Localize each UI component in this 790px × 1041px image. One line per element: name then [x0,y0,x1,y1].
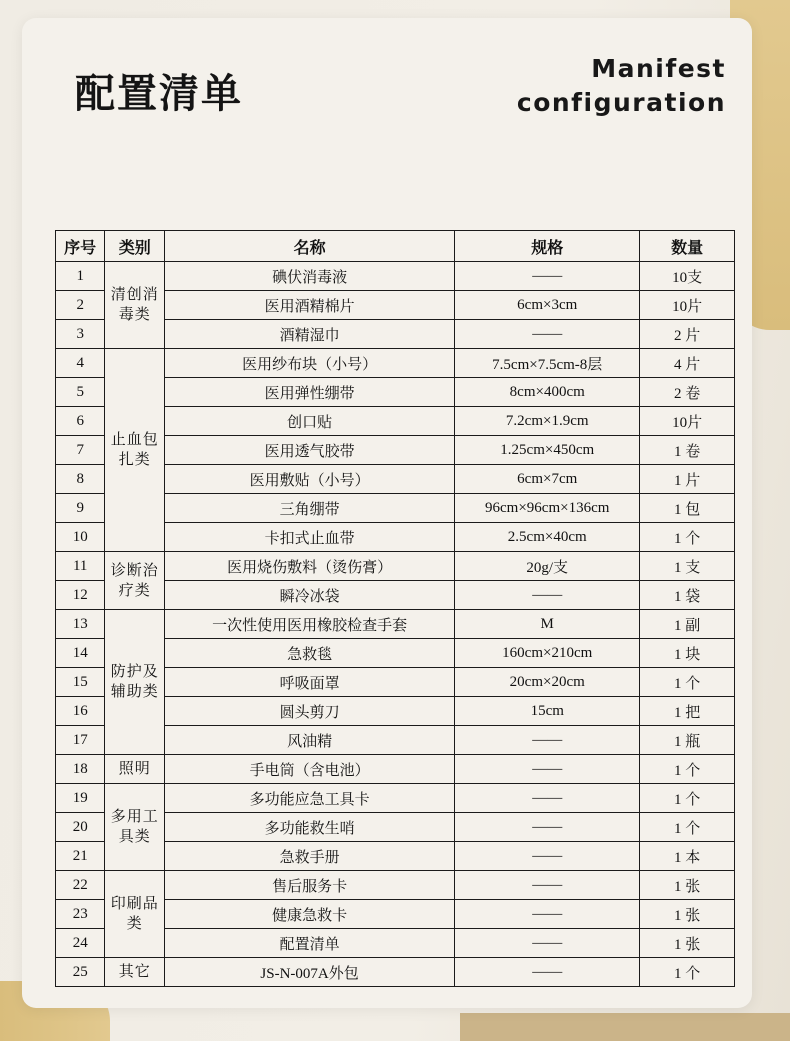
cell-name: 卡扣式止血带 [165,523,455,552]
cell-spec: —— [455,581,640,610]
cell-spec: —— [455,320,640,349]
cell-spec: 6cm×7cm [455,465,640,494]
cell-no: 18 [56,755,105,784]
cell-qty: 1 片 [640,465,735,494]
cell-spec: —— [455,813,640,842]
cell-name: 售后服务卡 [165,871,455,900]
page-title: 配置清单 [75,72,243,116]
cell-spec: —— [455,929,640,958]
cell-category: 诊断治疗类 [105,552,165,610]
cell-qty: 1 卷 [640,436,735,465]
cell-name: 圆头剪刀 [165,697,455,726]
cell-category: 照明 [105,755,165,784]
cell-spec: 96cm×96cm×136cm [455,494,640,523]
cell-qty: 1 个 [640,668,735,697]
cell-name: 呼吸面罩 [165,668,455,697]
column-header-name: 名称 [165,231,455,262]
cell-qty: 1 张 [640,871,735,900]
cell-no: 13 [56,610,105,639]
cell-qty: 2 卷 [640,378,735,407]
cell-no: 3 [56,320,105,349]
cell-no: 14 [56,639,105,668]
cell-name: 医用酒精棉片 [165,291,455,320]
cell-spec: 160cm×210cm [455,639,640,668]
cell-name: 医用透气胶带 [165,436,455,465]
cell-no: 19 [56,784,105,813]
cell-category: 其它 [105,958,165,987]
cell-qty: 1 把 [640,697,735,726]
cell-spec: 8cm×400cm [455,378,640,407]
cell-name: 医用敷贴（小号） [165,465,455,494]
cell-qty: 1 瓶 [640,726,735,755]
cell-qty: 4 片 [640,349,735,378]
table-row [56,784,735,813]
table-row [56,871,735,900]
cell-category: 防护及辅助类 [105,610,165,755]
cell-spec: 15cm [455,697,640,726]
cell-category: 清创消毒类 [105,262,165,349]
cell-spec: 6cm×3cm [455,291,640,320]
cell-spec: 7.2cm×1.9cm [455,407,640,436]
table-row [56,552,735,581]
cell-qty: 10片 [640,291,735,320]
cell-no: 1 [56,262,105,291]
table-row [56,610,735,639]
cell-name: 医用弹性绷带 [165,378,455,407]
cell-qty: 1 包 [640,494,735,523]
cell-name: 碘伏消毒液 [165,262,455,291]
cell-name: 健康急救卡 [165,900,455,929]
cell-qty: 1 个 [640,958,735,987]
cell-no: 9 [56,494,105,523]
cell-spec: 1.25cm×450cm [455,436,640,465]
cell-qty: 1 袋 [640,581,735,610]
cell-no: 2 [56,291,105,320]
cell-no: 5 [56,378,105,407]
cell-spec: 2.5cm×40cm [455,523,640,552]
cell-name: 急救手册 [165,842,455,871]
cell-qty: 1 个 [640,523,735,552]
cell-name: 医用烧伤敷料（烫伤膏） [165,552,455,581]
cell-spec: 20cm×20cm [455,668,640,697]
cell-name: 风油精 [165,726,455,755]
cell-qty: 1 个 [640,813,735,842]
cell-category: 多用工具类 [105,784,165,871]
cell-spec: M [455,610,640,639]
cell-name: 多功能应急工具卡 [165,784,455,813]
decor-corner-bottom-right [460,1013,790,1041]
cell-qty: 2 片 [640,320,735,349]
cell-no: 11 [56,552,105,581]
cell-qty: 1 支 [640,552,735,581]
cell-name: 创口贴 [165,407,455,436]
cell-no: 17 [56,726,105,755]
cell-no: 24 [56,929,105,958]
cell-spec: 7.5cm×7.5cm-8层 [455,349,640,378]
cell-spec: —— [455,262,640,291]
cell-spec: —— [455,871,640,900]
cell-qty: 1 张 [640,929,735,958]
cell-spec: 20g/支 [455,552,640,581]
cell-qty: 10支 [640,262,735,291]
cell-no: 12 [56,581,105,610]
cell-name: 手电筒（含电池） [165,755,455,784]
cell-name: 三角绷带 [165,494,455,523]
cell-name: 急救毯 [165,639,455,668]
cell-qty: 10片 [640,407,735,436]
table-row [56,755,735,784]
table-header-row [56,231,735,262]
column-header-category: 类别 [105,231,165,262]
cell-no: 6 [56,407,105,436]
cell-name: 酒精湿巾 [165,320,455,349]
column-header-qty: 数量 [640,231,735,262]
page-title-english [517,52,726,120]
configuration-table [55,230,735,987]
cell-qty: 1 副 [640,610,735,639]
cell-qty: 1 个 [640,784,735,813]
cell-no: 25 [56,958,105,987]
cell-spec: —— [455,755,640,784]
cell-category: 印刷品类 [105,871,165,958]
cell-qty: 1 张 [640,900,735,929]
cell-spec: —— [455,900,640,929]
cell-category: 止血包扎类 [105,349,165,552]
title-english-line2-highlight [517,86,726,120]
cell-spec: —— [455,726,640,755]
cell-spec: —— [455,784,640,813]
table-row [56,349,735,378]
title-english-line1: Manifest [591,54,726,83]
cell-spec: —— [455,842,640,871]
cell-no: 22 [56,871,105,900]
table-row [56,958,735,987]
cell-name: 医用纱布块（小号） [165,349,455,378]
cell-spec: —— [455,958,640,987]
cell-no: 23 [56,900,105,929]
cell-name: 瞬冷冰袋 [165,581,455,610]
title-english-line2: configuration [516,88,726,117]
cell-name: 一次性使用医用橡胶检查手套 [165,610,455,639]
cell-name: 配置清单 [165,929,455,958]
cell-no: 10 [56,523,105,552]
cell-no: 15 [56,668,105,697]
column-header-no: 序号 [56,231,105,262]
table-body [56,262,735,987]
cell-qty: 1 本 [640,842,735,871]
cell-name: 多功能救生哨 [165,813,455,842]
cell-qty: 1 个 [640,755,735,784]
cell-no: 7 [56,436,105,465]
column-header-spec: 规格 [455,231,640,262]
cell-no: 16 [56,697,105,726]
table-row [56,262,735,291]
cell-no: 21 [56,842,105,871]
cell-no: 20 [56,813,105,842]
cell-no: 8 [56,465,105,494]
cell-name: JS-N-007A外包 [165,958,455,987]
cell-no: 4 [56,349,105,378]
cell-qty: 1 块 [640,639,735,668]
